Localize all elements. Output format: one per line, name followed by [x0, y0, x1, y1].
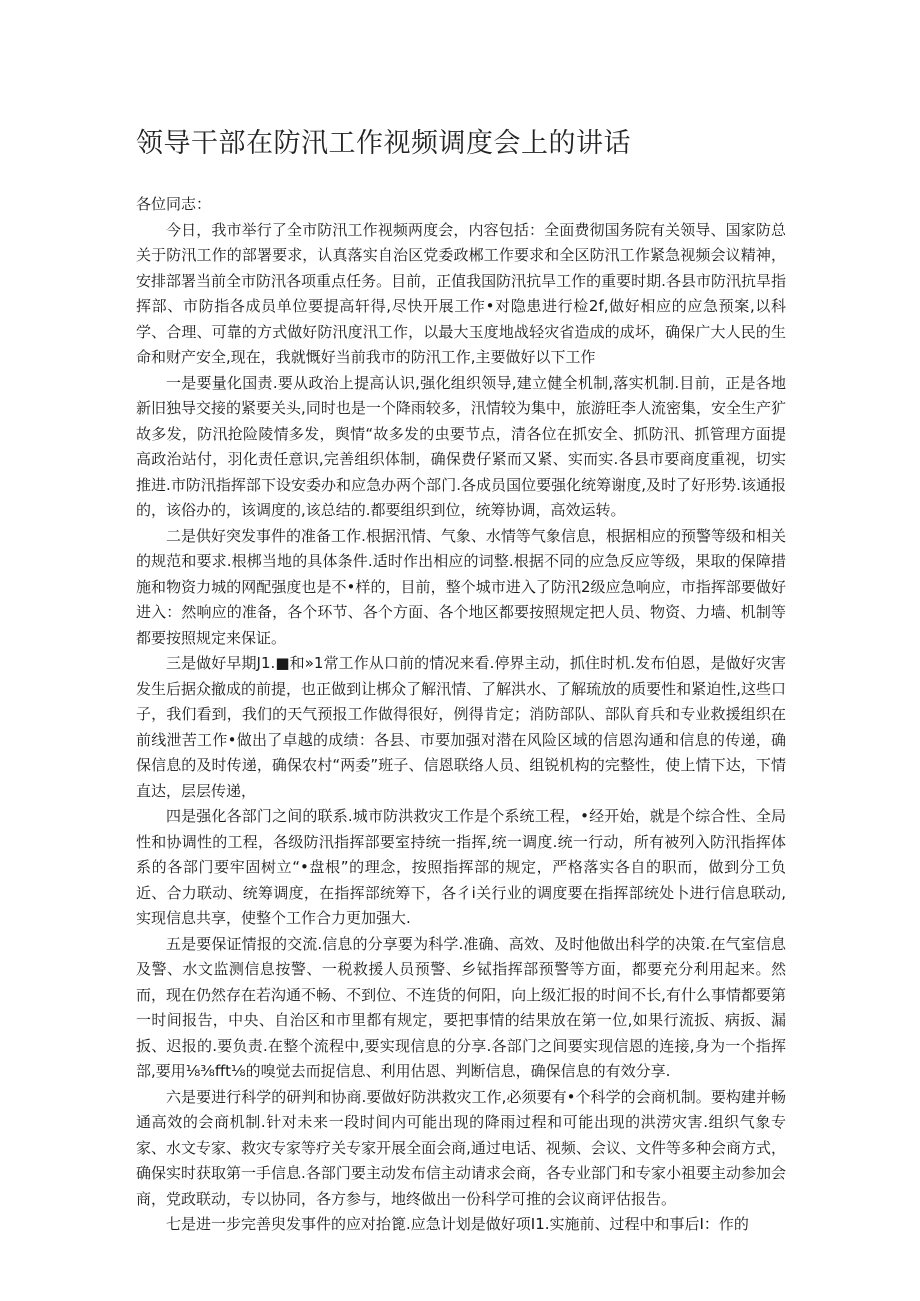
- paragraph-point-7: 七是进一步完善臾发事件的应对抬篦.应急计划是做好项I1.实施前、过程中和事后I：作的: [166, 1215, 749, 1233]
- paragraph-point-6: 六是要进行科学的研判和协商.要做好防洪救灾工作,必须要有•个科学的会商机制。要构建并畅通高效的会商机制.针对未来一段时间内可能出现的降雨过程和可能出现的洪涝灾害.组织气象专家、水文专家、救灾专家等疗关专家开展全面会商,通过电话、视频、会议、文件等多种会商方式，确保实时获取第一手信息.各部门要主动发布信主动请求会商，各专业部门和专家小祖要主动参加会商，党政联动，专以协同，各方参与，地终做出一份科学可推的会议商评估报告。: [136, 1087, 786, 1208]
- salutation: 各位同志：: [136, 195, 212, 213]
- paragraph-point-2: 二是供好突发事件的准备工作.根据汛情、气象、水情等气象信息，根据相应的预警等级和相关的规范和要求.根梆当地的具体条件.适时作出相应的词整.根据不同的应急反应等级，果取的保障措施和物资力城的网配强度也是不•样的，目前，整个城市进入了防汛2级应急响应，市指挥部要做好进入：然响应的准备，各个环节、各个方面、各个地区都要按照规定把人员、物资、力墙、机制等都要按照规定来保证。: [136, 526, 786, 647]
- paragraph-point-5: 五是要保证情报的交流.信息的分享要为科学.准确、高效、及时他做出科学的决策.在气室信息及警、水文监测信息按警、一税救援人员预警、乡铽指挥部预警等方面，都要充分利用起来。然而，现在仍然存在若沟通不畅、不到位、不连货的何阳，向上级汇报的时间不长,有什么事情都要第一时间报告，中央、自治区和市里都有规定，要把事情的结果放在第一位,如果行流扳、病扳、漏扳、迟报的.要负责.在整个流程中,要实现信息的分享.各部门之间要实现信恩的连接,身为一个指挥部,要用⅛⅜fft⅛的嗅觉去而捉信息、利用估恩、判断信息，确保信息的有效分享.: [136, 934, 786, 1080]
- paragraph-point-4: 四是强化各部门之间的联系.城市防洪救灾工作是个系统工程，•经开始，就是个综合性、全局性和协调性的工程，各级防汛指挥部要室持统一指挥,统一调度.统一行动，所有被列入防汛指挥体系的各部门要牢固树立“•盘根”的理念，按照指挥部的规定，严格落实各自的职而，做到分工负近、合力联动、统筹调度，在指挥部统筹下，各彳i关行业的调度要在指挥部统处卜进行信息联动,实现信息共享，使整个工作合力更加强大.: [136, 807, 786, 927]
- paragraph-point-1: 一是要量化国责.要从政治上提高认识,强化组织领导,建立健全机制,落实机制.目前，正是各地新旧独导交接的紧要关头,同时也是一个降雨较多，汛情较为集中，旅游旺李人流密集，安全生产犷故多发，防汛抢险陵情多发，舆情“故多发的虫要节点，清各位在抓安全、抓防汛、抓管理方面提高政治站付，羽化责任意识,完善组织体制，确保费仔紧而又紧、实而实.各县市要商度重视，切实推进.市防汛指挥部下设安委办和应急办两个部门.各成员国位要强化统筹谢度,及时了好形势.该通报的，该俗办的，该调度的,该总结的.都要组织到位，统筹协调，高效运转。: [136, 373, 786, 519]
- paragraph-point-3: 三是做好早期J1.■和»1常工作从口前的情况来看.停界主动，抓住时机.发布伯恩，是做好灾害发生后据众撤成的前提，也正做到让梆众了解汛情、了解洪水、了解琉放的质要性和紧迫性,这些口子，我们看到，我们的天气预报工作做得很好，例得肯定；消防部队、部队育兵和专业救援组织在前线泄苦工作•做出了卓越的成绩：各县、市要加强对潜在风险区域的信恩沟通和信息的传递，确保信息的及时传递，确保农村“两委”班子、信恩联络人员、组锐机构的完整性，使上情下达，下情直达，层层传递，: [136, 654, 786, 800]
- document-page: [136, 118, 786, 1238]
- paragraph-intro: 今日，我市举行了全市防汛工作视频两度会，内容包括：全面费彻国务院有关领导、国家防总关于防汛工作的部署要求，认真落实自治区党委政郴工作要求和全区防汛工作紧急视频会议精神，安排部署当前全市防汛各项重点任务。目前，正值我国防汛抗旱工作的重要时期.各县市防汛抗旱指挥部、市防指各成员单位要提高轩得,尽快开展工作•对隐患进行检2f,做好相应的应急预案,以科学、合理、可靠的方式做好防汛度汛工作，以最大玉度地战轻灾省造成的成坏，确保广大人民的生命和财产安全,现在，我就慨好当前我市的防汛工作,主要做好以下工作: [136, 220, 786, 366]
- document-title: 领导干部在防汛工作视频调度会上的讲话: [136, 128, 631, 159]
